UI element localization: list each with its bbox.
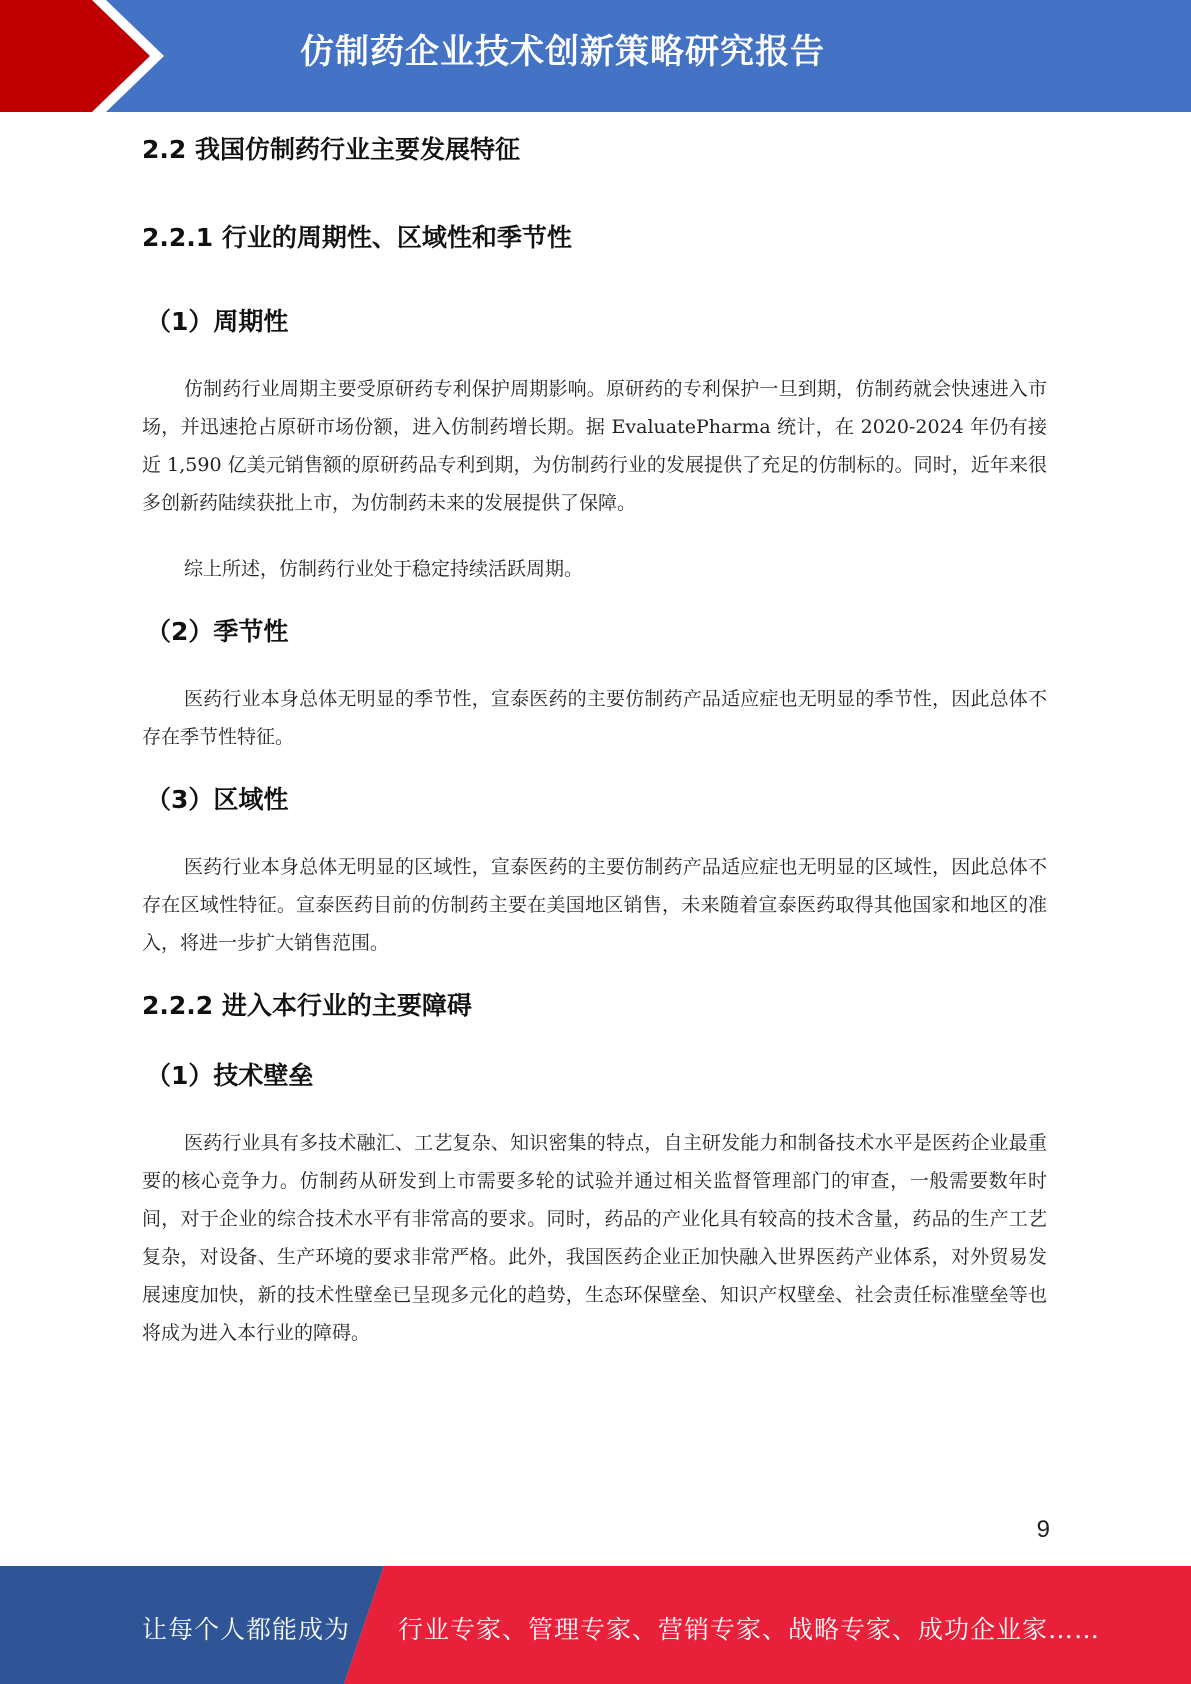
subheading-periodicity: （1）周期性 — [146, 307, 289, 336]
paragraph-periodicity-2: 综上所述，仿制药行业处于稳定持续活跃周期。 — [184, 558, 584, 580]
page-number: 9 — [1036, 1516, 1050, 1543]
page-header — [0, 0, 1191, 112]
subheading-tech-barrier: （1）技术壁垒 — [146, 1061, 314, 1090]
subheading-regionality: （3）区域性 — [146, 785, 289, 814]
page-footer — [0, 1566, 1191, 1684]
paragraph-seasonality: 医药行业本身总体无明显的季节性，宣泰医药的主要仿制药产品适应症也无明显的季节性，因此总体不存在季节性特征。 — [142, 688, 1047, 748]
section-heading-2-2-1: 2.2.1 行业的周期性、区域性和季节性 — [142, 223, 572, 252]
section-heading-2-2: 2.2 我国仿制药行业主要发展特征 — [142, 135, 520, 164]
paragraph-regionality: 医药行业本身总体无明显的区域性，宣泰医药的主要仿制药产品适应症也无明显的区域性，因此总体不存在区域性特征。宣泰医药目前的仿制药主要在美国地区销售，未来随着宣泰医药取得其他国家和地区的准入，将进一步扩大销售范围。 — [142, 856, 1047, 954]
report-title: 仿制药企业技术创新策略研究报告 — [300, 32, 825, 72]
footer-slogan-right: 行业专家、管理专家、营销专家、战略专家、成功企业家…… — [398, 1615, 1101, 1644]
subheading-seasonality: （2）季节性 — [146, 617, 289, 646]
page-content — [142, 118, 1047, 1352]
footer-slogan-left: 让每个人都能成为 — [142, 1615, 351, 1644]
paragraph-periodicity-1: 仿制药行业周期主要受原研药专利保护周期影响。原研药的专利保护一旦到期，仿制药就会快速进入市场，并迅速抢占原研市场份额，进入仿制药增长期。据 EvaluatePharma 统计，在 2020-2024 年仍有接近 1,590 亿美元销售额的原研药品专利到期，为仿制药行业的发展提供了充足的仿制标的。同时，近年来很多创新药陆续获批上市，为仿制药未来的发展提供了保障。 — [142, 378, 1047, 514]
section-heading-2-2-2: 2.2.2 进入本行业的主要障碍 — [142, 991, 472, 1020]
paragraph-tech-barrier: 医药行业具有多技术融汇、工艺复杂、知识密集的特点，自主研发能力和制备技术水平是医药企业最重要的核心竞争力。仿制药从研发到上市需要多轮的试验并通过相关监督管理部门的审查，一般需要数年时间，对于企业的综合技术水平有非常高的要求。同时，药品的产业化具有较高的技术含量，药品的生产工艺复杂，对设备、生产环境的要求非常严格。此外，我国医药企业正加快融入世界医药产业体系，对外贸易发展速度加快，新的技术性壁垒已呈现多元化的趋势，生态环保壁垒、知识产权壁垒、社会责任标准壁垒等也将成为进入本行业的障碍。 — [142, 1132, 1047, 1344]
